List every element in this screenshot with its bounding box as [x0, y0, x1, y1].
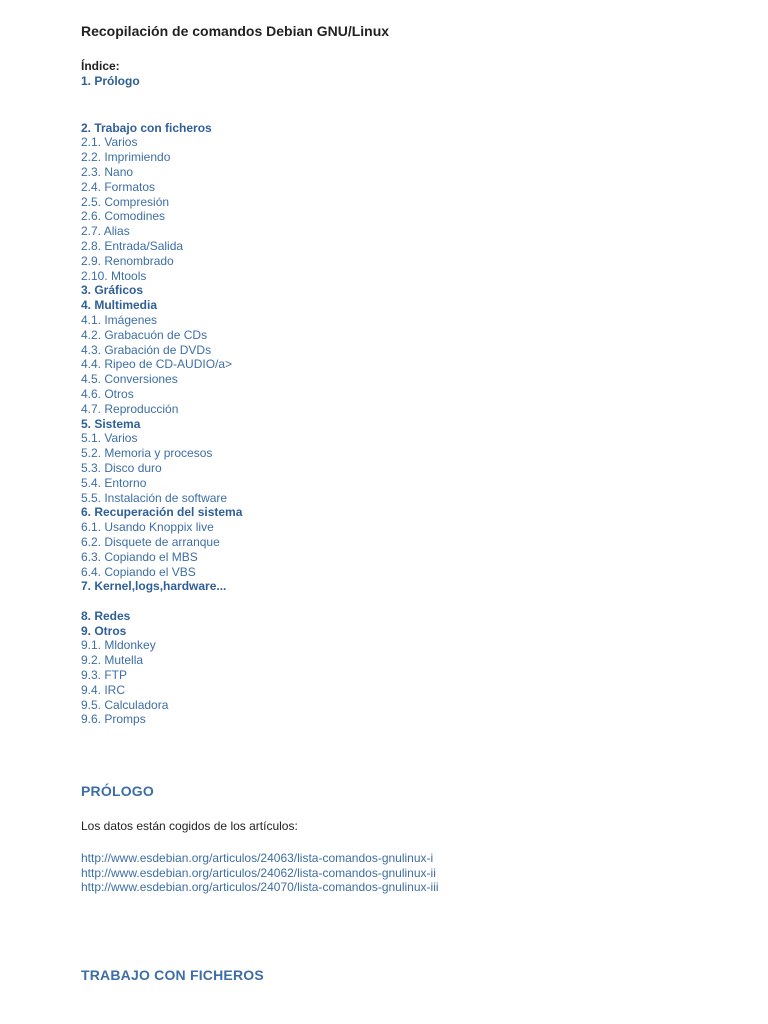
section-title-trabajo: TRABAJO CON FICHEROS	[81, 967, 264, 983]
toc-subsection-link[interactable]: 6.4. Copiando el VBS	[81, 564, 196, 579]
toc-subsection-link[interactable]: 9.6. Promps	[81, 712, 146, 727]
toc-subsection-link[interactable]: 5.3. Disco duro	[81, 460, 162, 475]
toc-subsection-link[interactable]: 5.5. Instalación de software	[81, 490, 228, 505]
toc-subsection-link[interactable]: 9.2. Mutella	[81, 653, 144, 668]
toc-section-link[interactable]: 3. Gráficos	[81, 283, 144, 298]
toc-section-link[interactable]: 7. Kernel,logs,hardware...	[81, 579, 227, 594]
toc-subsection-link[interactable]: 2.7. Alias	[81, 224, 130, 239]
prologo-intro: Los datos están cogidos de los artículos:	[81, 819, 298, 833]
toc-subsection-link[interactable]: 2.1. Varios	[81, 135, 138, 150]
toc-spacer	[81, 106, 681, 121]
document-title: Recopilación de comandos Debian GNU/Linux	[81, 23, 390, 39]
toc-spacer	[81, 89, 681, 106]
toc-subsection-link[interactable]: 9.5. Calculadora	[81, 697, 169, 712]
source-link[interactable]: http://www.esdebian.org/articulos/24063/lista-comandos-gnulinux-i	[81, 851, 434, 865]
section-title-prologo: PRÓLOGO	[81, 783, 154, 799]
source-link[interactable]: http://www.esdebian.org/articulos/24070/lista-comandos-gnulinux-iii	[81, 880, 439, 894]
toc-subsection-link[interactable]: 6.2. Disquete de arranque	[81, 534, 220, 549]
toc-subsection-link[interactable]: 2.2. Imprimiendo	[81, 150, 171, 165]
toc-subsection-link[interactable]: 4.1. Imágenes	[81, 312, 158, 327]
table-of-contents	[81, 59, 681, 727]
toc-subsection-link[interactable]: 6.3. Copiando el MBS	[81, 549, 198, 564]
toc-subsection-link[interactable]: 5.1. Varios	[81, 431, 138, 446]
toc-section-link[interactable]: 1. Prólogo	[81, 74, 140, 88]
toc-spacer	[81, 594, 681, 609]
toc-subsection-link[interactable]: 2.5. Compresión	[81, 194, 170, 209]
toc-subsection-link[interactable]: 2.3. Nano	[81, 164, 134, 179]
toc-subsection-link[interactable]: 2.6. Comodines	[81, 209, 166, 224]
toc-subsection-link[interactable]: 9.3. FTP	[81, 668, 128, 683]
toc-subsection-link[interactable]: 9.1. Mldonkey	[81, 638, 156, 653]
toc-section-link[interactable]: 6. Recuperación del sistema	[81, 505, 243, 520]
toc-subsection-link[interactable]: 4.4. Ripeo de CD-AUDIO/a>	[81, 357, 233, 372]
toc-section-link[interactable]: 5. Sistema	[81, 416, 141, 431]
toc-subsection-link[interactable]: 2.8. Entrada/Salida	[81, 238, 184, 253]
toc-subsection-link[interactable]: 6.1. Usando Knoppix live	[81, 520, 214, 535]
toc-subsection-link[interactable]: 2.4. Formatos	[81, 179, 156, 194]
toc-subsection-link[interactable]: 2.9. Renombrado	[81, 253, 174, 268]
toc-section-link[interactable]: 8. Redes	[81, 608, 131, 623]
toc-subsection-link[interactable]: 4.2. Grabacuón de CDs	[81, 327, 208, 342]
toc-subsection-link[interactable]: 9.4. IRC	[81, 682, 126, 697]
toc-subsection-link[interactable]: 4.6. Otros	[81, 386, 134, 401]
prologo-links	[81, 851, 439, 895]
toc-subsection-link[interactable]: 5.4. Entorno	[81, 475, 147, 490]
toc-subsection-link[interactable]: 4.7. Reproducción	[81, 401, 179, 416]
toc-subsection-link[interactable]: 5.2. Memoria y procesos	[81, 446, 213, 461]
source-link[interactable]: http://www.esdebian.org/articulos/24062/lista-comandos-gnulinux-ii	[81, 865, 436, 880]
toc-section-link[interactable]: 4. Multimedia	[81, 298, 158, 313]
toc-subsection-link[interactable]: 2.10. Mtools	[81, 268, 147, 283]
toc-section-link[interactable]: 9. Otros	[81, 623, 127, 638]
toc-section-link[interactable]: 2. Trabajo con ficheros	[81, 120, 212, 135]
toc-heading: Índice:	[81, 59, 120, 73]
toc-subsection-link[interactable]: 4.5. Conversiones	[81, 372, 178, 387]
toc-list	[81, 74, 681, 727]
toc-subsection-link[interactable]: 4.3. Grabación de DVDs	[81, 342, 212, 357]
